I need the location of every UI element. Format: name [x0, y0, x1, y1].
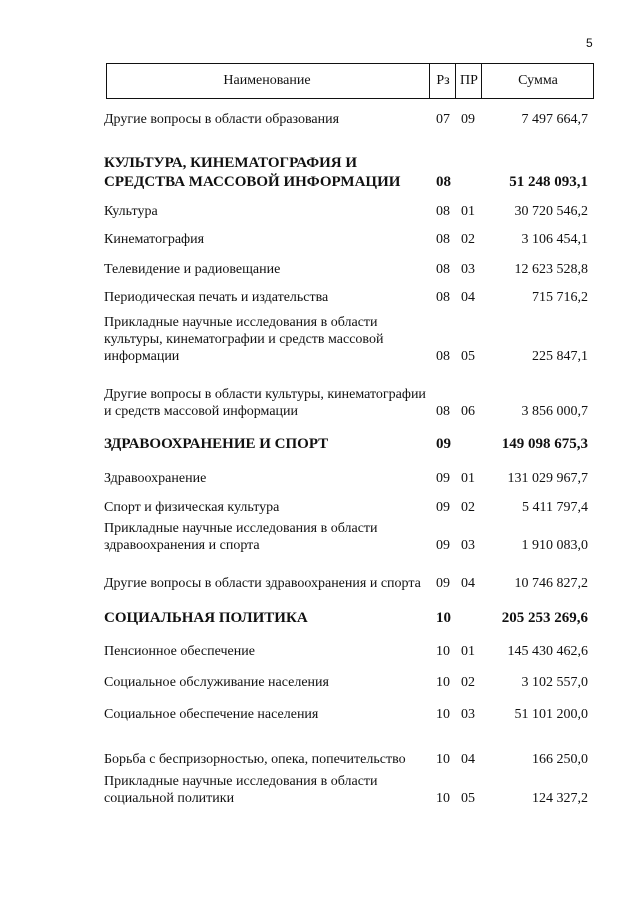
table-row [104, 311, 594, 365]
row-rz: 10 [436, 752, 450, 767]
row-rz: 09 [436, 471, 450, 486]
table-row [104, 732, 594, 768]
row-name: Прикладные научные исследования в области социальной политики [104, 774, 378, 806]
row-rz: 08 [436, 262, 450, 277]
table-row [104, 518, 594, 554]
section-row [104, 432, 594, 454]
row-sum: 3 106 454,1 [521, 232, 588, 247]
row-pr: 04 [461, 290, 475, 305]
row-name: Социальное обслуживание населения [104, 675, 329, 690]
row-pr: 01 [461, 204, 475, 219]
table-row [104, 228, 594, 248]
row-name: Периодическая печать и издательства [104, 290, 329, 305]
row-rz: 09 [436, 576, 450, 591]
table-row [104, 496, 594, 516]
row-sum: 124 327,2 [532, 791, 588, 806]
table-row [104, 640, 594, 660]
row-rz: 10 [436, 610, 451, 626]
row-name: Культура [104, 204, 158, 219]
row-sum: 3 102 557,0 [521, 675, 588, 690]
header-pr: ПР [455, 64, 482, 98]
table-row [104, 467, 594, 487]
row-pr: 05 [461, 791, 475, 806]
row-name: Борьба с беспризорностью, опека, попечительство [104, 752, 406, 767]
row-name: Прикладные научные исследования в области здравоохранения и спорта [104, 521, 378, 553]
row-sum: 7 497 664,7 [521, 112, 588, 127]
row-rz: 09 [436, 538, 450, 553]
row-pr: 02 [461, 675, 475, 690]
row-sum: 166 250,0 [532, 752, 588, 767]
row-rz: 08 [436, 404, 450, 419]
row-pr: 04 [461, 752, 475, 767]
header-sum: Сумма [481, 64, 594, 98]
row-rz: 08 [436, 349, 450, 364]
table-header [106, 63, 594, 99]
row-rz: 10 [436, 791, 450, 806]
section-row [104, 606, 594, 628]
row-pr: 06 [461, 404, 475, 419]
row-pr: 02 [461, 500, 475, 515]
table-row [104, 703, 594, 723]
row-pr: 03 [461, 538, 475, 553]
row-rz: 08 [436, 232, 450, 247]
row-rz: 08 [436, 290, 450, 305]
table-row [104, 108, 594, 128]
table-row [104, 200, 594, 220]
header-name: Наименование [223, 73, 311, 88]
row-rz: 08 [436, 204, 450, 219]
row-name: Спорт и физическая культура [104, 500, 280, 515]
row-rz: 10 [436, 707, 450, 722]
table-row [104, 556, 594, 592]
row-pr: 01 [461, 644, 475, 659]
row-sum: 715 716,2 [532, 290, 588, 305]
row-pr: 01 [461, 471, 475, 486]
row-rz: 07 [436, 112, 450, 127]
row-sum: 3 856 000,7 [521, 404, 588, 419]
table-row [104, 671, 594, 691]
row-pr: 03 [461, 262, 475, 277]
section-row [104, 150, 594, 192]
row-rz: 09 [436, 500, 450, 515]
row-pr: 09 [461, 112, 475, 127]
row-sum: 131 029 967,7 [507, 471, 588, 486]
row-sum: 1 910 083,0 [521, 538, 588, 553]
row-sum: 10 746 827,2 [514, 576, 588, 591]
row-name: Социальное обеспечение населения [104, 707, 319, 722]
row-rz: 09 [436, 436, 451, 452]
row-name: Другие вопросы в области образования [104, 112, 340, 127]
row-sum: 51 248 093,1 [509, 174, 588, 190]
row-pr: 05 [461, 349, 475, 364]
header-rz: Рз [429, 64, 456, 98]
row-name: Другие вопросы в области здравоохранения и спорта [104, 576, 421, 591]
table-row [104, 258, 594, 278]
row-sum: 51 101 200,0 [514, 707, 588, 722]
row-pr: 04 [461, 576, 475, 591]
row-sum: 205 253 269,6 [501, 610, 588, 626]
section-name: ЗДРАВООХРАНЕНИЕ И СПОРТ [104, 436, 329, 452]
row-name: Кинематография [104, 232, 205, 247]
row-sum: 5 411 797,4 [522, 500, 588, 515]
row-pr: 02 [461, 232, 475, 247]
row-sum: 30 720 546,2 [514, 204, 588, 219]
row-name: Другие вопросы в области культуры, кинематографии и средств массовой информации [104, 387, 426, 419]
table-row [104, 384, 594, 420]
row-sum: 149 098 675,3 [501, 436, 588, 452]
row-name: Телевидение и радиовещание [104, 262, 281, 277]
table-row [104, 771, 594, 807]
page-number: 5 [586, 36, 593, 50]
section-name: КУЛЬТУРА, КИНЕМАТОГРАФИЯ И СРЕДСТВА МАССОВОЙ ИНФОРМАЦИИ [104, 155, 401, 190]
row-sum: 12 623 528,8 [514, 262, 588, 277]
row-sum: 225 847,1 [532, 349, 588, 364]
table-row [104, 286, 594, 306]
row-rz: 10 [436, 675, 450, 690]
row-name: Пенсионное обеспечение [104, 644, 255, 659]
row-rz: 10 [436, 644, 450, 659]
row-name: Прикладные научные исследования в области культуры, кинематографии и средств массовой информации [104, 315, 384, 364]
row-name: Здравоохранение [104, 471, 207, 486]
section-name: СОЦИАЛЬНАЯ ПОЛИТИКА [104, 610, 308, 626]
row-pr: 03 [461, 707, 475, 722]
row-sum: 145 430 462,6 [507, 644, 588, 659]
row-rz: 08 [436, 174, 451, 190]
